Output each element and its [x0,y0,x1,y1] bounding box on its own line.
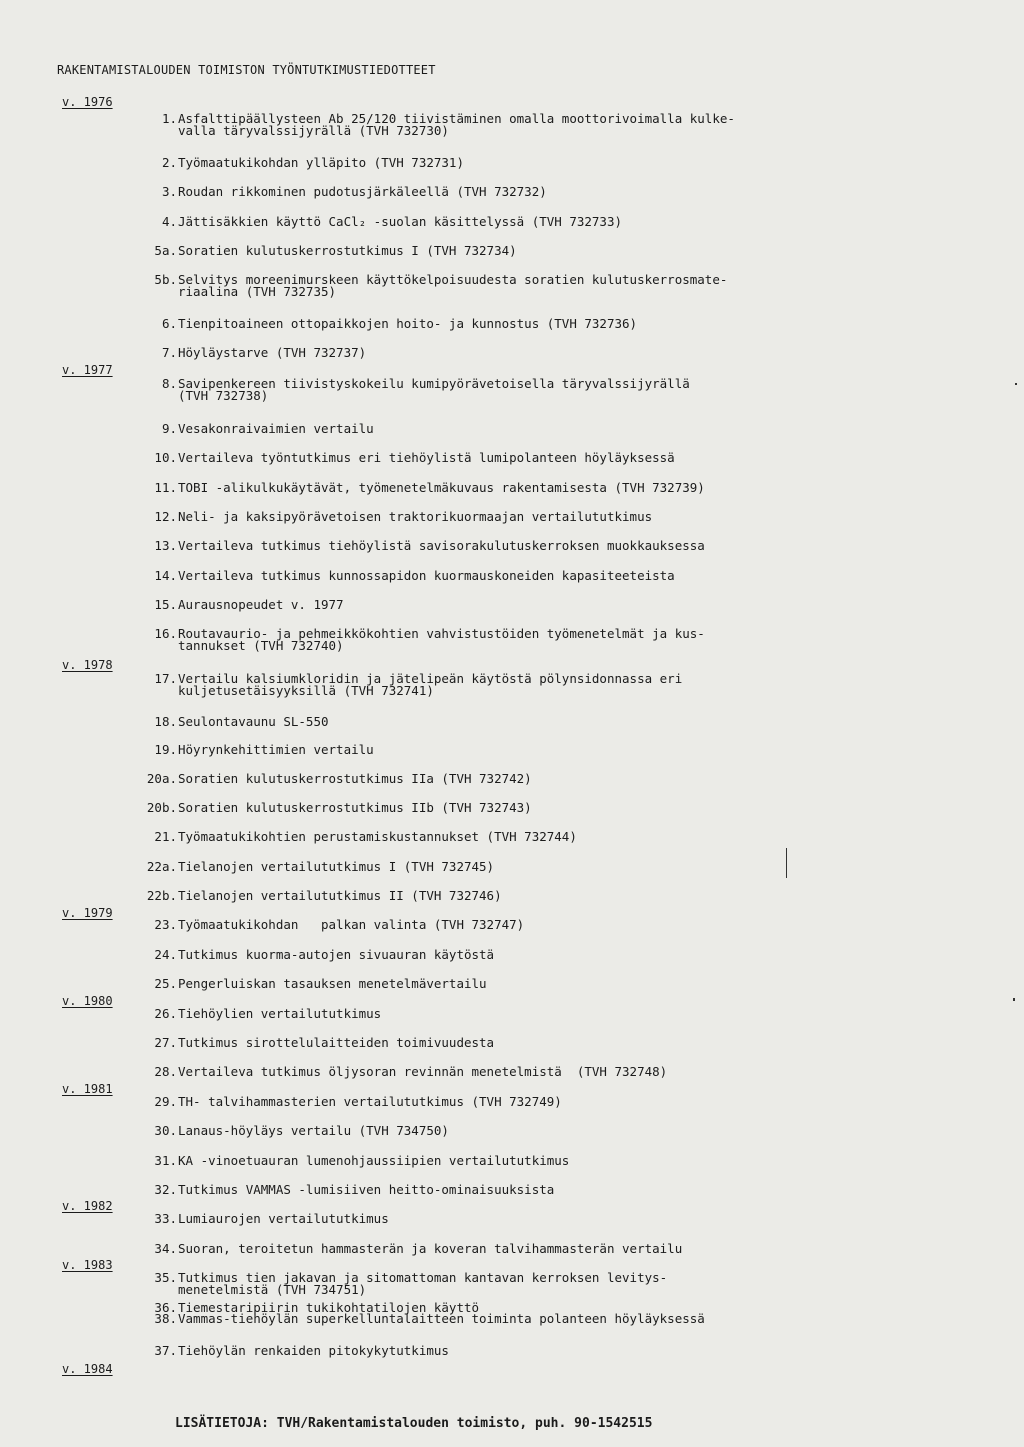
item-number: 29. [154,1094,177,1109]
year-label: v. 1979 [62,906,113,920]
item-number: 7. [161,345,177,360]
scan-speck [1015,383,1017,385]
item-title: Vertaileva tutkimus kunnossapidon kuormauskoneiden kapasiteeteista [178,568,675,583]
item-number: 14. [154,568,177,583]
item-title: Seulontavaunu SL-550 [178,714,329,729]
list-item [130,802,990,814]
item-title: Pengerluiskan tasauksen menetelmävertailu [178,976,487,991]
item-number: 20b. [146,800,177,815]
item-title: Tutkimus VAMMAS -lumisiiven heitto-ominaisuuksista [178,1182,555,1197]
item-title: Soratien kulutuskerrostutkimus IIa (TVH 732742) [178,771,532,786]
list-item [130,978,990,990]
item-number: 22b. [146,888,177,903]
item-title: Työmaatukikohtien perustamiskustannukset (TVH 732744) [178,829,577,844]
year-label: v. 1978 [62,658,113,672]
list-item [130,831,990,843]
list-item [130,744,990,756]
item-number: 9. [161,421,177,436]
list-item [130,628,990,652]
list-item [130,318,990,330]
item-number: 38. [154,1311,177,1326]
item-title: Lumiaurojen vertailututkimus [178,1211,389,1226]
item-title: Höyläystarve (TVH 732737) [178,345,367,360]
item-number: 37. [154,1343,177,1358]
item-number: 12. [154,509,177,524]
list-item [130,949,990,961]
item-title: Vertaileva tutkimus tiehöylistä savisorakulutuskerroksen muokkauksessa [178,538,705,553]
item-title: Tutkimus tien jakavan ja sitomattoman kantavan kerroksen levitys- menetelmistä (TVH 734751) [178,1270,668,1297]
item-title: Työmaatukikohdan ylläpito (TVH 732731) [178,155,464,170]
item-title: Soratien kulutuskerrostutkimus I (TVH 732734) [178,243,517,258]
item-number: 34. [154,1241,177,1256]
list-item [130,540,990,552]
year-label: v. 1984 [62,1362,113,1376]
item-number: 28. [154,1064,177,1079]
list-item [130,511,990,523]
item-number: 30. [154,1123,177,1138]
item-title: Tielanojen vertailututkimus II (TVH 732746) [178,888,502,903]
item-number: 21. [154,829,177,844]
list-item [130,216,990,228]
item-number: 6. [161,316,177,331]
item-title: Soratien kulutuskerrostutkimus IIb (TVH 732743) [178,800,532,815]
item-title: Tiehöylien vertailututkimus [178,1006,382,1021]
item-number: 5a. [154,243,177,258]
list-item [130,1066,990,1078]
list-item [130,1243,990,1255]
item-number: 15. [154,597,177,612]
item-title: Työmaatukikohdan palkan valinta (TVH 732747) [178,917,525,932]
item-number: 33. [154,1211,177,1226]
list-item [130,157,990,169]
list-item [130,347,990,359]
item-number: 20a. [146,771,177,786]
list-item [130,274,990,298]
item-number: 25. [154,976,177,991]
list-item [130,1272,990,1296]
year-label: v. 1980 [62,994,113,1008]
item-title: Neli- ja kaksipyörävetoisen traktorikuormaajan vertailututkimus [178,509,653,524]
item-title: Roudan rikkominen pudotusjärkäleellä (TVH 732732) [178,184,547,199]
list-item [130,423,990,435]
list-item [130,452,990,464]
list-item [130,482,990,494]
item-title: Höyrynkehittimien vertailu [178,742,374,757]
item-number: 23. [154,917,177,932]
item-title: Tielanojen vertailututkimus I (TVH 732745) [178,859,495,874]
list-item [130,890,990,902]
item-number: 11. [154,480,177,495]
list-item [130,113,990,137]
item-title: Asfalttipäällysteen Ab 25/120 tiivistäminen omalla moottorivoimalla kulke- valla täryvalssijyrällä (TVH 732730) [178,111,735,138]
item-title: TH- talvihammasterien vertailututkimus (TVH 732749) [178,1094,562,1109]
item-title: Selvitys moreenimurskeen käyttökelpoisuudesta soratien kulutuskerrosmate- riaalina (TVH 732735) [178,272,728,299]
item-title: Suoran, teroitetun hammasterän ja koveran talvihammasterän vertailu [178,1241,683,1256]
list-item [130,245,990,257]
item-number: 8. [161,376,177,391]
list-item [130,1184,990,1196]
list-item [130,1037,990,1049]
year-label: v. 1982 [62,1199,113,1213]
list-item [130,1096,990,1108]
item-title: Savipenkereen tiivistyskokeilu kumipyörävetoisella täryvalssijyrällä (TVH 732738) [178,376,690,403]
item-title: KA -vinoetuauran lumenohjaussiipien vertailututkimus [178,1153,570,1168]
item-title: Vertailu kalsiumkloridin ja jätelipeän käytöstä pölynsidonnassa eri kuljetusetäisyyksillä (TVH 732741) [178,671,683,698]
year-label: v. 1981 [62,1082,113,1096]
item-number: 3. [161,184,177,199]
list-item [130,1155,990,1167]
item-number: 17. [154,671,177,686]
item-number: 27. [154,1035,177,1050]
item-number: 31. [154,1153,177,1168]
list-item [130,378,990,402]
item-title: Tutkimus kuorma-autojen sivuauran käytöstä [178,947,495,962]
list-item [130,716,990,728]
item-number: 24. [154,947,177,962]
item-number: 36. [154,1300,177,1315]
list-item [130,919,990,931]
item-title: TOBI -alikulkukäytävät, työmenetelmäkuvaus rakentamisesta (TVH 732739) [178,480,705,495]
list-item [130,1345,990,1357]
list-item [130,773,990,785]
list-item [130,1313,990,1325]
item-title: Aurausnopeudet v. 1977 [178,597,344,612]
list-item [130,1125,990,1137]
item-number: 32. [154,1182,177,1197]
item-number: 4. [161,214,177,229]
item-number: 2. [161,155,177,170]
footer-contact: LISÄTIETOJA: TVH/Rakentamistalouden toimisto, puh. 90-1542515 [175,1416,653,1431]
year-label: v. 1983 [62,1258,113,1272]
list-item [130,1008,990,1020]
item-number: 10. [154,450,177,465]
item-title: Tienpitoaineen ottopaikkojen hoito- ja kunnostus (TVH 732736) [178,316,638,331]
item-title: Tiemestaripiirin tukikohtatilojen käyttö [178,1300,480,1315]
list-item [130,570,990,582]
item-number: 16. [154,626,177,641]
scan-speck [1013,998,1015,1001]
list-item [130,1213,990,1225]
item-title: Lanaus-höyläys vertailu (TVH 734750) [178,1123,449,1138]
item-title: Routavaurio- ja pehmeikkökohtien vahvistustöiden työmenetelmät ja kus- tannukset (TVH 732740) [178,626,705,653]
item-number: 22a. [146,859,177,874]
list-item [130,599,990,611]
item-title: Vesakonraivaimien vertailu [178,421,374,436]
list-item [130,861,990,873]
year-label: v. 1976 [62,95,113,109]
item-number: 35. [154,1270,177,1285]
item-number: 1. [161,111,177,126]
item-number: 18. [154,714,177,729]
item-title: Jättisäkkien käyttö CaCl₂ -suolan käsittelyssä (TVH 732733) [178,214,623,229]
year-label: v. 1977 [62,363,113,377]
scan-speck [786,848,787,878]
item-number: 13. [154,538,177,553]
list-item [130,186,990,198]
item-title: Vammas-tiehöylän superkelluntalaitteen toiminta polanteen höyläyksessä [178,1311,705,1326]
item-number: 19. [154,742,177,757]
item-title: Tiehöylän renkaiden pitokykytutkimus [178,1343,449,1358]
item-title: Tutkimus sirottelulaitteiden toimivuudesta [178,1035,495,1050]
item-title: Vertaileva työntutkimus eri tiehöylistä lumipolanteen höyläyksessä [178,450,675,465]
list-item [130,673,990,697]
item-number: 5b. [154,272,177,287]
item-number: 26. [154,1006,177,1021]
item-title: Vertaileva tutkimus öljysoran revinnän menetelmistä (TVH 732748) [178,1064,668,1079]
page-title: RAKENTAMISTALOUDEN TOIMISTON TYÖNTUTKIMUSTIEDOTTEET [57,63,436,77]
